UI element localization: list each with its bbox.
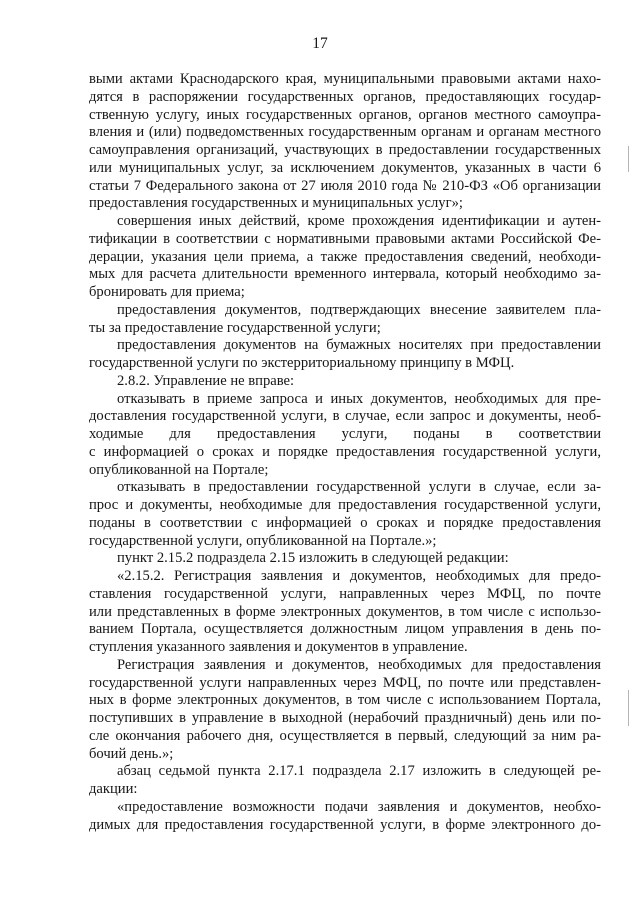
text-line: «2.15.2. Регистрация заявления и документов, необходимых для предо- [117, 568, 601, 584]
text-line: предоставления документов, подтверждающих внесение заявителем пла- [117, 301, 601, 318]
text-line: 2.8.2. Управление не вправе: [117, 372, 295, 389]
text-line: абзац седьмой пункта 2.17.1 подраздела 2.17 изложить в следующей ре- [117, 763, 601, 780]
text-line: совершения иных действий, кроме прохождения идентификации и аутен- [117, 213, 601, 229]
scan-margin-mark [628, 146, 629, 172]
document-body [89, 71, 601, 834]
text-line: государственной услуги, опубликованной на Портале.»; [89, 532, 437, 549]
text-line: дакции: [89, 781, 138, 797]
text-line: или муниципальных услуг, за исключением документов, указанных в части 6 [89, 159, 601, 176]
text-line: димых для предоставления государственной услуги, в форме электронного до- [89, 816, 601, 833]
text-line: ных в форме электронных документов, в том числе с использованием Портала, [89, 692, 601, 709]
text-line: Регистрация заявления и документов, необходимых для предоставления [117, 656, 601, 673]
text-line: ственную услугу, иных государственных органов, органов местного самоупра- [89, 106, 601, 123]
text-line: бронировать для приема; [89, 284, 245, 300]
text-line: выми актами Краснодарского края, муниципальными правовыми актами нахо- [89, 71, 601, 87]
scan-margin-mark [628, 690, 629, 726]
text-line: дятся в распоряжении государственных органов, предоставляющих государ- [89, 88, 601, 105]
text-line: прос и документы, необходимые для предоставления государственной услуги, [89, 497, 601, 513]
text-line: поданы в соответствии с информацией о сроках и порядке предоставления [89, 514, 601, 531]
text-line: отказывать в приеме запроса и иных документов, необходимых для пре- [117, 390, 601, 407]
text-line: или представленных в форме электронных документов, в том числе с использо- [89, 603, 601, 620]
text-line: ванием Портала, осуществляется должностным лицом управления в день по- [89, 621, 601, 638]
text-line: ставления государственной услуги, направленных через МФЦ, по почте [89, 585, 601, 602]
text-line: сле окончания рабочего дня, осуществляется в первый, следующий за ним ра- [89, 727, 601, 744]
text-line: государственной услуги по экстерриториальному принципу в МФЦ. [89, 355, 515, 371]
text-line: ступления указанного заявления и документов в управление. [89, 639, 468, 655]
text-line: ты за предоставление государственной услуги; [89, 319, 381, 336]
text-line: самоуправления организаций, участвующих в предоставлении государственных [89, 142, 601, 158]
text-line: «предоставление возможности подачи заявления и документов, необхо- [117, 798, 601, 815]
text-line: предоставления документов на бумажных носителях при предоставлении [117, 337, 601, 354]
text-line: государственной услуги направленных через МФЦ, по почте или представлен- [89, 674, 601, 691]
text-line: доставления государственной услуги, в случае, если запрос и документы, необ- [89, 408, 601, 425]
text-line: с информацией о сроках и порядке предоставления государственной услуги, [89, 443, 601, 460]
text-line: тификации в соответствии с нормативными правовыми актами Российской Фе- [89, 230, 601, 247]
text-line: дерации, указания цели приема, а также предоставления сведений, необходи- [89, 248, 601, 265]
text-line: пункт 2.15.2 подраздела 2.15 изложить в следующей редакции: [117, 550, 509, 567]
text-line: статьи 7 Федерального закона от 27 июля 2010 года № 210-ФЗ «Об организации [89, 177, 601, 194]
text-line: ходимые для предоставления услуги, поданы в соответствии [89, 426, 601, 442]
text-line: отказывать в предоставлении государственной услуги в случае, если за- [117, 479, 601, 496]
text-line: бочий день.»; [89, 745, 174, 762]
text-line: предоставления государственных и муниципальных услуг»; [89, 195, 463, 212]
text-line: поступивших в управление в выходной (нерабочий праздничный) день или по- [89, 710, 601, 726]
page-number: 17 [312, 35, 328, 52]
text-line: опубликованной на Портале; [89, 461, 269, 478]
text-line: вления и (или) подведомственных государственным органам и органам местного [89, 124, 601, 141]
text-line: мых для расчета длительности временного интервала, который необходимо за- [89, 266, 601, 283]
